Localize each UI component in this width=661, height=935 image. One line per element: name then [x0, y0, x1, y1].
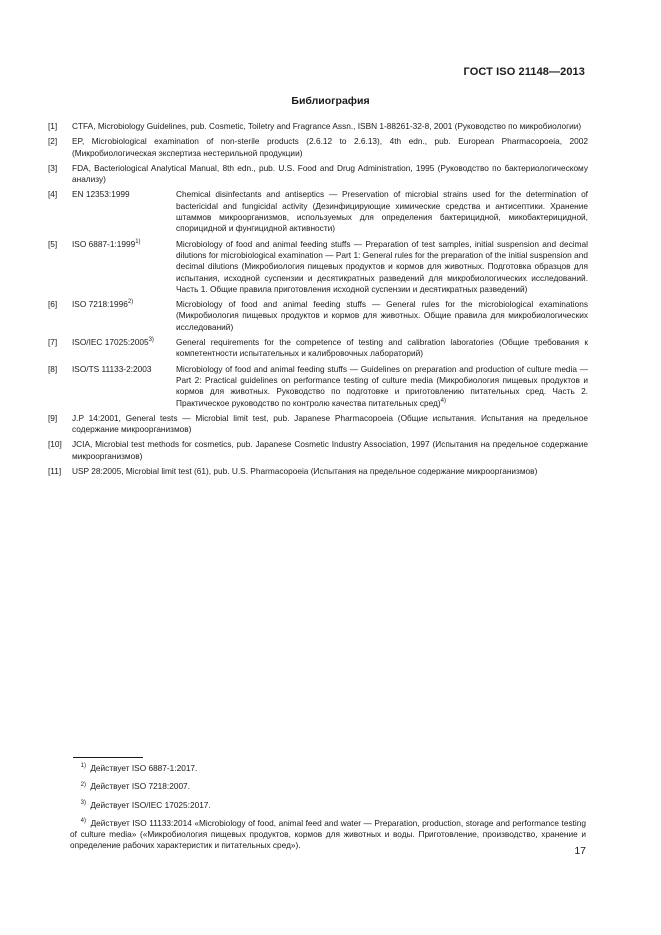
- entry-number: [11]: [48, 466, 62, 477]
- entry-description-text: Microbiology of food and animal feeding stuffs — Preparation of test samples, initial suspension and decimal dilutions for microbiological examination — Part 1: General rules for the preparation of the initial suspension and decimal dilutions (Микробиология пищевых продуктов и кормов для животных. Подготовка образцов для испытания, исходной суспензии и десятикратных разведений для микробиологических исследований. Часть 1. Общие правила приготовления исходной суспензии и десятикратных разведений): [176, 238, 588, 294]
- bibliography-entry: [48, 299, 588, 333]
- entry-number: [10]: [48, 439, 62, 450]
- bibliography-entry: [48, 239, 588, 295]
- entry-number: [2]: [48, 136, 58, 147]
- entry-description-text: Microbiology of food and animal feeding stuffs — Guidelines on preparation and production of culture media — Part 2: Practical guidelines on performance testing of culture media (Микробиология пищевых продуктов и кормов для животных. Руководство по подготовке и приготовлению питательных сред. Часть 2. Практическое руководство по контролю качества питательных сред): [176, 363, 588, 408]
- entry-text: FDA, Bacteriological Analytical Manual, 8th edn., pub. U.S. Food and Drug Administration, 1995 (Руководство по бактериологическому анализу): [72, 162, 588, 185]
- footnote: $^{3)}$ Действует ISO/IEC 17025:2017.: [80, 799, 211, 810]
- entry-description: [176, 337, 588, 360]
- entry-code-text: ISO 6887-1:1999: [72, 238, 136, 249]
- entry-text: JCIA, Microbial test methods for cosmetics, pub. Japanese Cosmetic Industry Association, 1997 (Испытания на предельное содержание микроорганизмов): [72, 439, 588, 461]
- entry-description-text: Microbiology of food and animal feeding stuffs — General rules for the microbiological examinations (Микробиология пищевых продуктов и кормов для животных. Общие правила для микробиологических исследований): [176, 299, 588, 332]
- entry-code: [72, 299, 176, 333]
- entry-code-footnote-mark: 2): [127, 299, 134, 306]
- footnote-text: Действует ISO 6887-1:2017.: [90, 763, 198, 773]
- entry-code: [72, 337, 176, 360]
- entry-description-text: General requirements for the competence of testing and calibration laboratories (Общие требования к компетентности испытательных и калибровочных лабораторий): [176, 337, 588, 359]
- bibliography-entry: [48, 364, 588, 409]
- entry-number: [8]: [48, 363, 58, 374]
- entry-text: CTFA, Microbiology Guidelines, pub. Cosmetic, Toiletry and Fragrance Assn., ISBN 1-88261-32-8, 2001 (Руководство по микробиологии): [72, 121, 582, 131]
- bibliography-entry: [48, 163, 588, 186]
- entry-code-footnote-mark: 3): [148, 337, 154, 344]
- entry-code-text: ISO/IEC 17025:2005: [72, 337, 149, 348]
- footnote-text: Действует ISO 11133:2014 «Microbiology of food, animal feed and water — Preparation, production, storage and performance testing of culture media» («Микробиология пищевых продуктов, кормов для животных и воды. Приготовление, производство, хранение и определение рабочих характеристик и питательных сред»).: [70, 817, 586, 851]
- bibliography-entry: [48, 413, 588, 436]
- entry-code: [72, 364, 176, 409]
- bibliography-entry: [48, 439, 588, 462]
- bibliography-title: Библиография: [291, 95, 370, 107]
- entry-code-text: ISO/TS 11133-2:2003: [72, 363, 152, 374]
- bibliography-entry: [48, 121, 588, 132]
- footnote-text: Действует ISO/IEC 17025:2017.: [90, 799, 211, 810]
- entry-description: [176, 364, 588, 409]
- entry-number: [6]: [48, 299, 58, 310]
- entry-text: J.P 14:2001, General tests — Microbial limit test, pub. Japanese Pharmacopoeia (Общие испытания. Испытания на предельное содержание микроорганизмов): [72, 412, 588, 435]
- entry-description-text: Chemical disinfectants and antiseptics — Preservation of microbial strains used for the determination of bactericidal and fungicidal activity (Дезинфицирующие химические средства и антисептики. Хранение штаммов микроорганизмов, используемых для определения бактерицидной, микобактерицидной, спорицидной и фунгицидной активности): [176, 189, 588, 234]
- entry-code-footnote-mark: 1): [135, 238, 141, 245]
- entry-description-footnote-mark: 4): [440, 397, 446, 404]
- bibliography-list: [48, 121, 588, 481]
- entry-number: [4]: [48, 189, 58, 200]
- entry-number: [5]: [48, 238, 58, 249]
- bibliography-entry: [48, 189, 588, 234]
- entry-description: [176, 299, 588, 333]
- entry-number: [3]: [48, 162, 58, 173]
- page-number: 17: [574, 845, 586, 857]
- entry-code: [72, 189, 176, 234]
- entry-code-text: EN 12353:1999: [72, 189, 130, 200]
- footnote: $^{1)}$ Действует ISO 6887-1:2017.: [80, 763, 198, 773]
- entry-text: USP 28:2005, Microbial limit test (61), pub. U.S. Pharmacopoeia (Испытания на предельное содержание микроорганизмов): [72, 466, 538, 477]
- footnote: $^{4)}$ Действует ISO 11133:2014 «Microbiology of food, animal feed and water — Preparation, production, storage and performance testing of culture media» («Микробиология пищевых продуктов, кормов для животных и воды. Приготовление, производство, хранение и определение рабочих характеристик и питательных сред»).: [70, 817, 586, 851]
- entry-description: [176, 189, 588, 234]
- footnote: $^{2)}$ Действует ISO 7218:2007.: [80, 781, 190, 792]
- entry-code: [72, 239, 176, 295]
- document-header: ГОСТ ISO 21148—2013: [463, 66, 585, 78]
- footnote-divider: [73, 757, 143, 758]
- entry-code-text: ISO 7218:1996: [72, 299, 128, 310]
- entry-description: [176, 239, 588, 295]
- footnote-text: Действует ISO 7218:2007.: [90, 781, 190, 792]
- entry-number: [7]: [48, 337, 58, 348]
- bibliography-entry: [48, 337, 588, 360]
- bibliography-entry: [48, 466, 588, 477]
- entry-number: [9]: [48, 412, 58, 423]
- footnotes: [70, 763, 586, 859]
- entry-number: [1]: [48, 121, 58, 131]
- bibliography-entry: [48, 136, 588, 159]
- entry-text: EP, Microbiological examination of non-sterile products (2.6.12 to 2.6.13), 4th edn., pub. European Pharmacopoeia, 2002 (Микробиологическая экспертиза нестерильной продукции): [72, 136, 588, 158]
